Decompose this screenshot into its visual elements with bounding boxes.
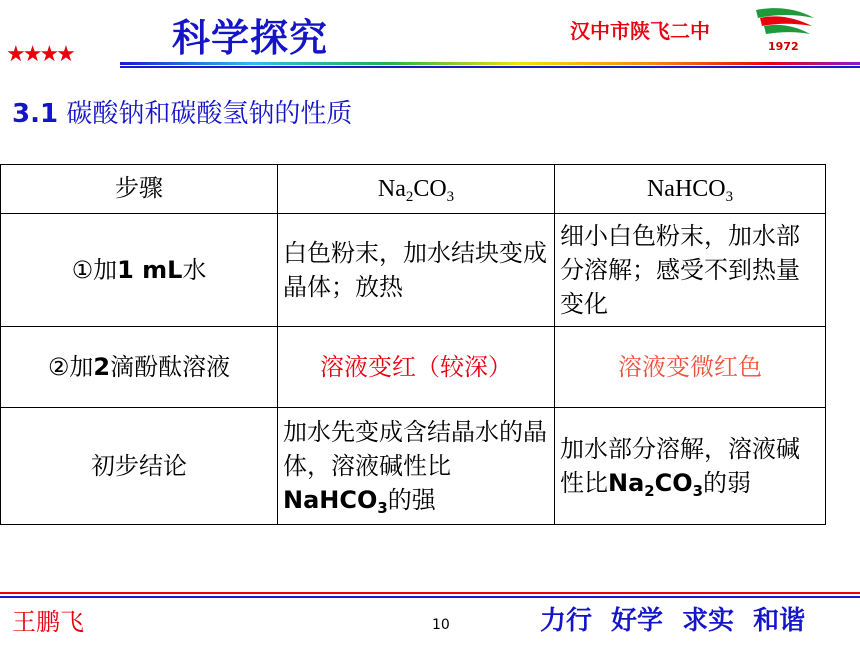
- page-number: 10: [432, 617, 450, 633]
- header-rule-rainbow: [120, 62, 860, 65]
- cell-na2co3: 溶液变红（较深）: [278, 327, 555, 408]
- cell-na2co3: 加水先变成含结晶水的晶体，溶液碱性比NaHCO$_3$的强: [278, 408, 555, 525]
- header-step: 步骤: [1, 165, 278, 214]
- cell-nahco3: 细小白色粉末，加水部分溶解；感受不到热量变化: [555, 214, 826, 327]
- school-name: 汉中市陕飞二中: [570, 19, 710, 43]
- cell-step: ①加1 mL水: [1, 214, 278, 327]
- header-rule: [120, 66, 860, 68]
- cell-nahco3: 溶液变微红色: [555, 327, 826, 408]
- table-row: [1, 327, 826, 408]
- footer-rule-blue: [0, 596, 860, 598]
- table-row: [1, 408, 826, 525]
- section-number: 3.1: [12, 99, 59, 129]
- table-header-row: [1, 165, 826, 214]
- footer-rule-red: [0, 592, 860, 594]
- cell-step: 初步结论: [1, 408, 278, 525]
- cell-nahco3: 加水部分溶解，溶液碱性比$Na_2CO_3$的弱: [555, 408, 826, 525]
- section-title: [12, 96, 352, 132]
- header-title: 科学探究: [172, 16, 329, 60]
- logo-year: 1972: [768, 40, 799, 53]
- cell-step: ②加2滴酚酞溶液: [1, 327, 278, 408]
- properties-table: [0, 164, 826, 525]
- rating-stars: ★★★★: [6, 42, 73, 67]
- header-nahco3: NaHCO$_3$: [555, 165, 826, 214]
- school-motto: 力行 好学 求实 和谐: [540, 606, 806, 636]
- author-name: 王鹏飞: [12, 608, 84, 636]
- section-text: 碳酸钠和碳酸氢钠的性质: [66, 99, 353, 129]
- header-na2co3: $Na_2CO_3$: [278, 165, 555, 214]
- cell-na2co3: 白色粉末，加水结块变成晶体；放热: [278, 214, 555, 327]
- table-row: [1, 214, 826, 327]
